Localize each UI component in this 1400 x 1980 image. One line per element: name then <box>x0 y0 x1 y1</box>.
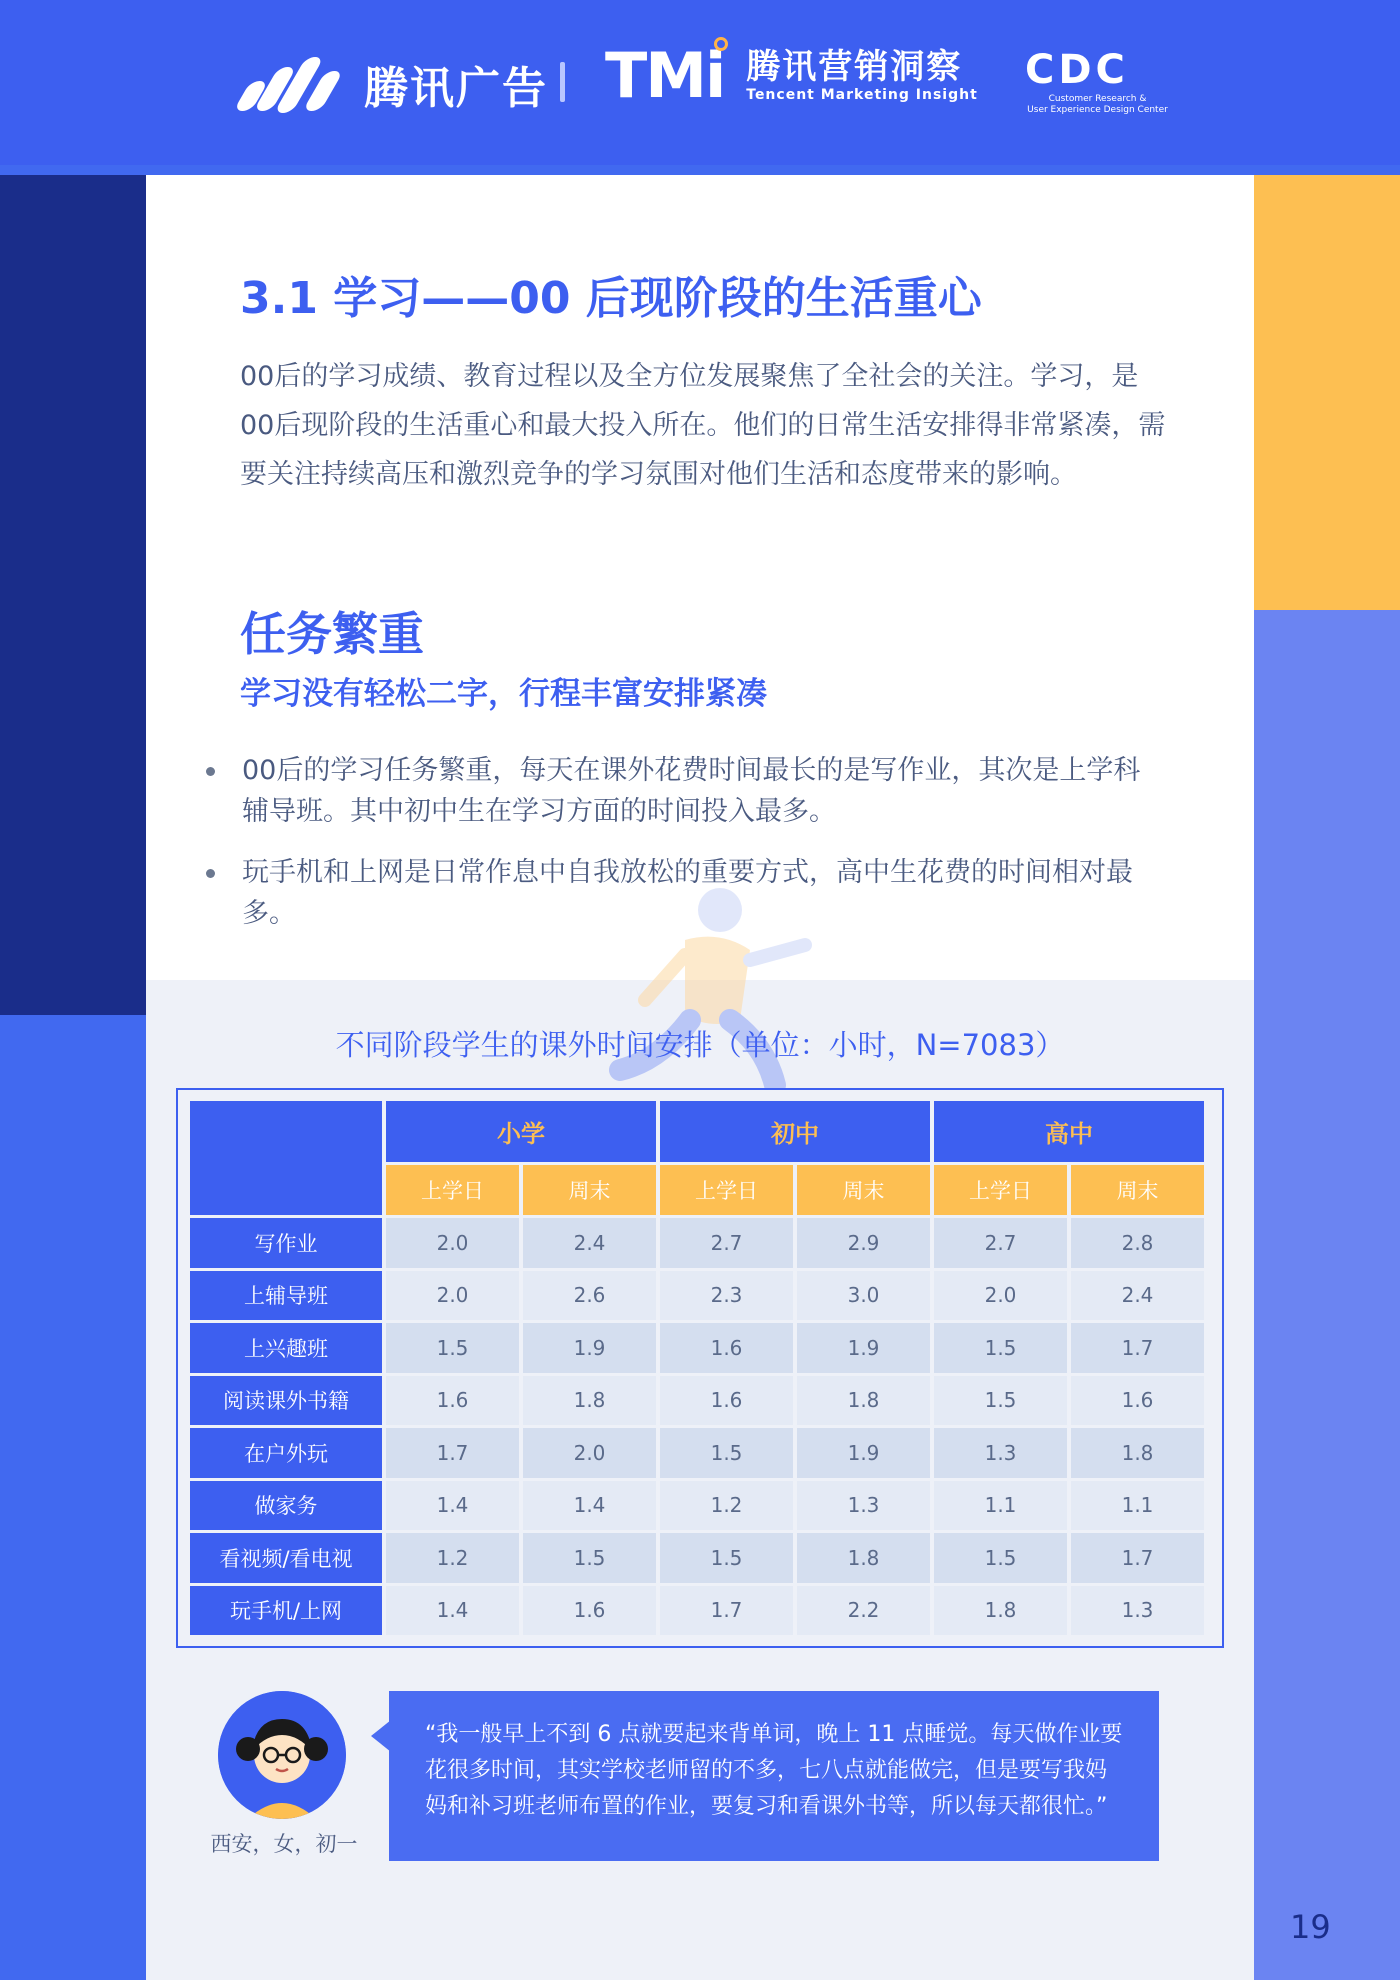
group-header-junior: 初中 <box>660 1101 930 1162</box>
value-cell: 1.5 <box>934 1323 1067 1373</box>
subsection-heading: 任务繁重 <box>240 607 424 661</box>
table-row <box>190 1428 1204 1478</box>
row-label: 写作业 <box>190 1218 382 1268</box>
value-cell: 2.2 <box>797 1586 930 1636</box>
tencent-ads-logo <box>232 52 548 116</box>
value-cell: 2.0 <box>386 1271 519 1321</box>
value-cell: 1.3 <box>1071 1586 1204 1636</box>
value-cell: 1.6 <box>523 1586 656 1636</box>
cdc-subtitle-1: Customer Research & <box>1048 94 1147 104</box>
value-cell: 2.7 <box>934 1218 1067 1268</box>
value-cell: 2.3 <box>660 1271 793 1321</box>
tmi-logo <box>605 39 978 112</box>
subheader-cell: 周末 <box>523 1165 656 1215</box>
right-decor-blue <box>1254 610 1400 1980</box>
value-cell: 2.7 <box>660 1218 793 1268</box>
value-cell: 1.5 <box>934 1376 1067 1426</box>
subheader-cell: 上学日 <box>660 1165 793 1215</box>
value-cell: 1.9 <box>797 1428 930 1478</box>
value-cell: 1.3 <box>797 1481 930 1531</box>
value-cell: 1.4 <box>386 1481 519 1531</box>
quote-arrow <box>371 1720 391 1752</box>
row-label: 上兴趣班 <box>190 1323 382 1373</box>
bullet-dot-icon <box>206 767 215 776</box>
value-cell: 1.5 <box>386 1323 519 1373</box>
table-row <box>190 1218 1204 1268</box>
left-decor-block <box>0 175 146 1015</box>
value-cell: 1.4 <box>523 1481 656 1531</box>
avatar <box>218 1691 346 1819</box>
cdc-logo <box>1025 47 1170 116</box>
row-label: 做家务 <box>190 1481 382 1531</box>
table-row <box>190 1376 1204 1426</box>
quote-box <box>389 1691 1159 1861</box>
table-row <box>190 1481 1204 1531</box>
subheader-cell: 周末 <box>797 1165 930 1215</box>
table-row <box>190 1271 1204 1321</box>
value-cell: 2.0 <box>386 1218 519 1268</box>
value-cell: 1.5 <box>523 1533 656 1583</box>
value-cell: 1.4 <box>386 1586 519 1636</box>
subheader-cell: 上学日 <box>934 1165 1067 1215</box>
row-label: 阅读课外书籍 <box>190 1376 382 1426</box>
value-cell: 1.7 <box>660 1586 793 1636</box>
cdc-subtitle-2: User Experience Design Center <box>1027 104 1168 115</box>
value-cell: 1.6 <box>660 1323 793 1373</box>
value-cell: 2.0 <box>934 1271 1067 1321</box>
value-cell: 2.9 <box>797 1218 930 1268</box>
value-cell: 1.3 <box>934 1428 1067 1478</box>
group-header-primary: 小学 <box>386 1101 656 1162</box>
group-header-senior: 高中 <box>934 1101 1204 1162</box>
value-cell: 1.8 <box>797 1376 930 1426</box>
subheader-cell: 上学日 <box>386 1165 519 1215</box>
row-label: 玩手机/上网 <box>190 1586 382 1636</box>
page-number: 19 <box>1290 1908 1331 1946</box>
table-row <box>190 1323 1204 1373</box>
section-title: 3.1 学习——00 后现阶段的生活重心 <box>240 273 982 324</box>
value-cell: 1.6 <box>386 1376 519 1426</box>
header-divider <box>560 62 565 102</box>
value-cell: 1.7 <box>1071 1533 1204 1583</box>
value-cell: 1.8 <box>934 1586 1067 1636</box>
table-row <box>190 1586 1204 1636</box>
table-title: 不同阶段学生的课外时间安排（单位：小时，N=7083） <box>335 1028 1065 1062</box>
cdc-mark: CDC <box>1025 47 1129 93</box>
tmi-name-cn: 腾讯营销洞察 <box>746 47 963 88</box>
tencent-ads-name: 腾讯广告 <box>364 63 548 114</box>
value-cell: 1.2 <box>386 1533 519 1583</box>
value-cell: 1.9 <box>797 1323 930 1373</box>
row-label: 看视频/看电视 <box>190 1533 382 1583</box>
value-cell: 1.9 <box>523 1323 656 1373</box>
value-cell: 1.6 <box>1071 1376 1204 1426</box>
running-student-illustration-icon <box>590 870 820 1100</box>
value-cell: 2.4 <box>1071 1271 1204 1321</box>
subheader-cell: 周末 <box>1071 1165 1204 1215</box>
value-cell: 2.4 <box>523 1218 656 1268</box>
value-cell: 1.5 <box>660 1533 793 1583</box>
time-table <box>186 1098 1208 1638</box>
value-cell: 2.8 <box>1071 1218 1204 1268</box>
bullet-item: 00后的学习任务繁重，每天在课外花费时间最长的是写作业，其次是上学科辅导班。其中初中生在学习方面的时间投入最多。 <box>206 750 1166 832</box>
row-label: 在户外玩 <box>190 1428 382 1478</box>
bullet-item: 玩手机和上网是日常作息中自我放松的重要方式，高中生花费的时间相对最多。 <box>206 852 1166 934</box>
table-row <box>190 1533 1204 1583</box>
quote-caption: 西安，女，初一 <box>210 1832 358 1856</box>
value-cell: 2.0 <box>523 1428 656 1478</box>
value-cell: 3.0 <box>797 1271 930 1321</box>
girl-avatar-icon <box>218 1691 346 1819</box>
quote-text: “我一般早上不到 6 点就要起来背单词，晚上 11 点睡觉。每天做作业要花很多时间，其实学校老师留的不多，七八点就能做完，但是要写我妈妈和补习班老师布置的作业，要复习和看课外书等，所以每天都很忙。” <box>425 1722 1123 1819</box>
bullet-dot-icon <box>206 869 215 878</box>
tencent-ads-mark-icon <box>232 57 344 111</box>
value-cell: 1.8 <box>523 1376 656 1426</box>
value-cell: 1.1 <box>934 1481 1067 1531</box>
value-cell: 1.5 <box>660 1428 793 1478</box>
value-cell: 1.7 <box>386 1428 519 1478</box>
value-cell: 1.2 <box>660 1481 793 1531</box>
page-header <box>0 0 1400 165</box>
value-cell: 1.7 <box>1071 1323 1204 1373</box>
value-cell: 1.1 <box>1071 1481 1204 1531</box>
tmi-name-en: Tencent Marketing Insight <box>746 86 978 103</box>
value-cell: 1.6 <box>660 1376 793 1426</box>
row-label: 上辅导班 <box>190 1271 382 1321</box>
value-cell: 1.8 <box>1071 1428 1204 1478</box>
value-cell: 2.6 <box>523 1271 656 1321</box>
value-cell: 1.5 <box>934 1533 1067 1583</box>
tmi-mark: TMi <box>605 45 724 107</box>
intro-paragraph: 00后的学习成绩、教育过程以及全方位发展聚焦了全社会的关注。学习，是00后现阶段的生活重心和最大投入所在。他们的日常生活安排得非常紧凑，需要关注持续高压和激烈竞争的学习氛围对他们生活和态度带来的影响。 <box>240 361 1166 490</box>
table-corner-cell <box>190 1101 382 1215</box>
subsection-subheading: 学习没有轻松二字，行程丰富安排紧凑 <box>240 676 767 712</box>
time-table-frame <box>176 1088 1224 1648</box>
value-cell: 1.8 <box>797 1533 930 1583</box>
right-decor-yellow <box>1254 175 1400 610</box>
